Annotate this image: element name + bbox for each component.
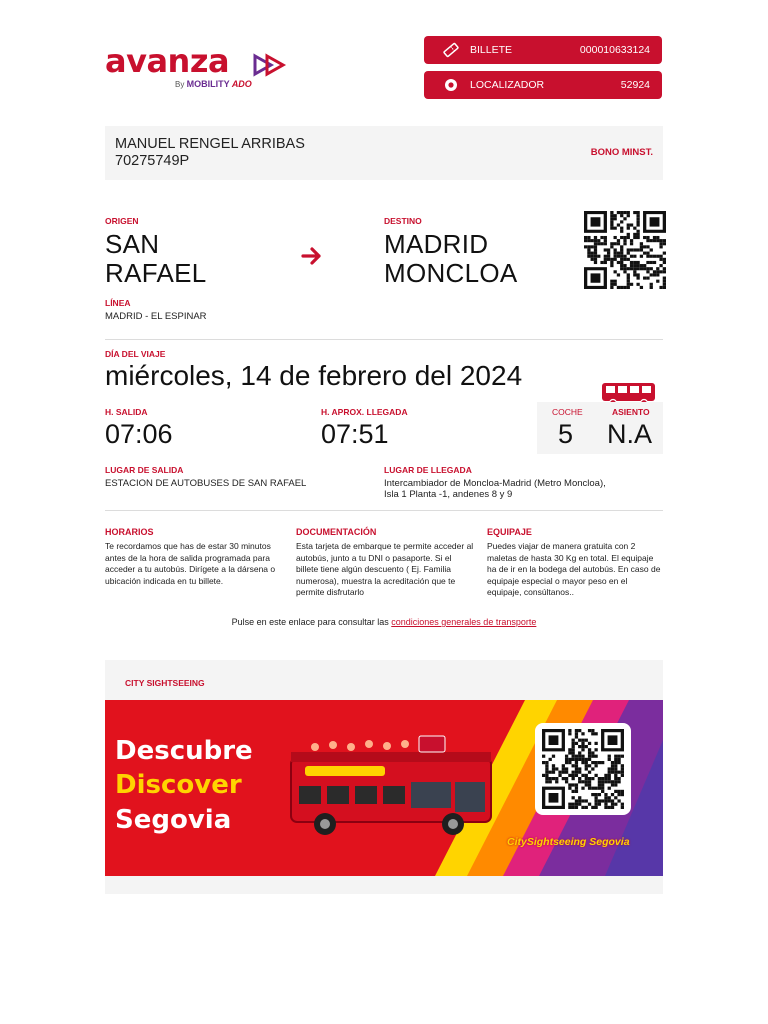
horarios-title: HORARIOS bbox=[105, 527, 154, 537]
divider bbox=[105, 510, 663, 511]
logo-sub-mobility: MOBILITY bbox=[186, 79, 230, 89]
passenger-box bbox=[105, 126, 663, 180]
seat-value: N.A bbox=[607, 419, 653, 449]
destination-line2: MONCLOA bbox=[384, 258, 518, 288]
documentacion-text: Esta tarjeta de embarque te permite acceder al autobús, junto a tu DNI o pasaporte. Si el billete tiene algún descuento ( Ej. Familia numerosa), muestra la acreditación que te permite disfrutarlo bbox=[296, 541, 474, 597]
destination-city bbox=[384, 230, 518, 288]
origin-line1: SAN bbox=[105, 229, 160, 259]
passenger-id: 70275749P bbox=[115, 153, 190, 169]
equipaje-text: Puedes viajar de manera gratuita con 2 maletas de hasta 30 Kg en total. El equipaje ha de ir en la bodega del autobús. En caso de equipaje especial o mayor peso en el equipaje, consúltanos.. bbox=[487, 541, 661, 597]
documentacion-title: DOCUMENTACIÓN bbox=[296, 527, 377, 537]
avanza-logo bbox=[105, 42, 295, 92]
logo-sub-ado: ADO bbox=[231, 79, 252, 89]
divider bbox=[105, 339, 663, 340]
citysightseeing-logo: CitySightseeing Segovia bbox=[507, 836, 630, 848]
logo-subtitle bbox=[175, 79, 252, 89]
passenger-info bbox=[115, 136, 305, 170]
departure-place-value: ESTACION DE AUTOBUSES DE SAN RAFAEL bbox=[105, 478, 307, 489]
banner-qr-code bbox=[542, 729, 624, 809]
localizador-label: LOCALIZADOR bbox=[470, 79, 545, 91]
promo-box bbox=[105, 660, 663, 894]
arrow-right-icon bbox=[300, 244, 324, 268]
departure-label: H. SALIDA bbox=[105, 407, 148, 417]
arrival-place-value bbox=[384, 478, 606, 500]
trip-date: miércoles, 14 de febrero del 2024 bbox=[105, 360, 523, 391]
date-label: DÍA DEL VIAJE bbox=[105, 349, 166, 359]
arrival-time: 07:51 bbox=[321, 419, 389, 449]
equipaje-title: EQUIPAJE bbox=[487, 527, 532, 537]
ticket-qr-code bbox=[584, 211, 666, 289]
arrival-place-line1: Intercambiador de Moncloa-Madrid (Metro Moncloa), bbox=[384, 478, 606, 489]
terms-link[interactable]: condiciones generales de transporte bbox=[391, 617, 537, 627]
logo-mark-icon bbox=[253, 52, 293, 78]
origin-city bbox=[105, 230, 207, 288]
promo-label: CITY SIGHTSEEING bbox=[125, 678, 205, 688]
departure-time: 07:06 bbox=[105, 419, 173, 449]
bus-photo bbox=[285, 730, 500, 840]
line-value: MADRID - EL ESPINAR bbox=[105, 311, 207, 322]
locator-icon bbox=[442, 76, 460, 94]
arrival-place-line2: Isla 1 Planta -1, andenes 8 y 9 bbox=[384, 489, 513, 500]
promo-banner[interactable] bbox=[105, 700, 663, 876]
terms-prefix: Pulse en este enlace para consultar las bbox=[231, 617, 389, 627]
destination-label: DESTINO bbox=[384, 216, 422, 226]
origin-label: ORIGEN bbox=[105, 216, 139, 226]
localizador-pill bbox=[424, 71, 662, 99]
ticket-icon bbox=[442, 41, 460, 59]
banner-word-discover: Discover bbox=[115, 770, 242, 800]
fare-type: BONO MINST. bbox=[590, 147, 653, 158]
line-label: LÍNEA bbox=[105, 298, 131, 308]
arrival-place-label: LUGAR DE LLEGADA bbox=[384, 465, 472, 475]
horarios-text: Te recordamos que has de estar 30 minutos antes de la hora de salida programada para acceder a tu autobús. Dirígete a la dársena o ubicación indicada en tu billete. bbox=[105, 541, 276, 586]
seat-label: ASIENTO bbox=[612, 407, 650, 417]
banner-word-segovia: Segovia bbox=[115, 805, 232, 835]
coach-label: COCHE bbox=[552, 407, 583, 417]
origin-line2: RAFAEL bbox=[105, 258, 207, 288]
arrival-label: H. APROX. LLEGADA bbox=[321, 407, 408, 417]
localizador-value: 52924 bbox=[620, 79, 650, 91]
billete-value: 000010633124 bbox=[579, 44, 650, 56]
departure-place-label: LUGAR DE SALIDA bbox=[105, 465, 184, 475]
logo-sub-by: By bbox=[175, 80, 185, 89]
terms-line bbox=[0, 617, 768, 627]
billete-pill bbox=[424, 36, 662, 64]
billete-label: BILLETE bbox=[470, 44, 513, 56]
passenger-name: MANUEL RENGEL ARRIBAS bbox=[115, 136, 305, 152]
coach-value: 5 bbox=[558, 419, 574, 449]
banner-qr-box bbox=[535, 723, 631, 815]
destination-line1: MADRID bbox=[384, 229, 489, 259]
banner-word-descubre: Descubre bbox=[115, 736, 253, 766]
logo-wordmark: avanza bbox=[105, 42, 230, 80]
